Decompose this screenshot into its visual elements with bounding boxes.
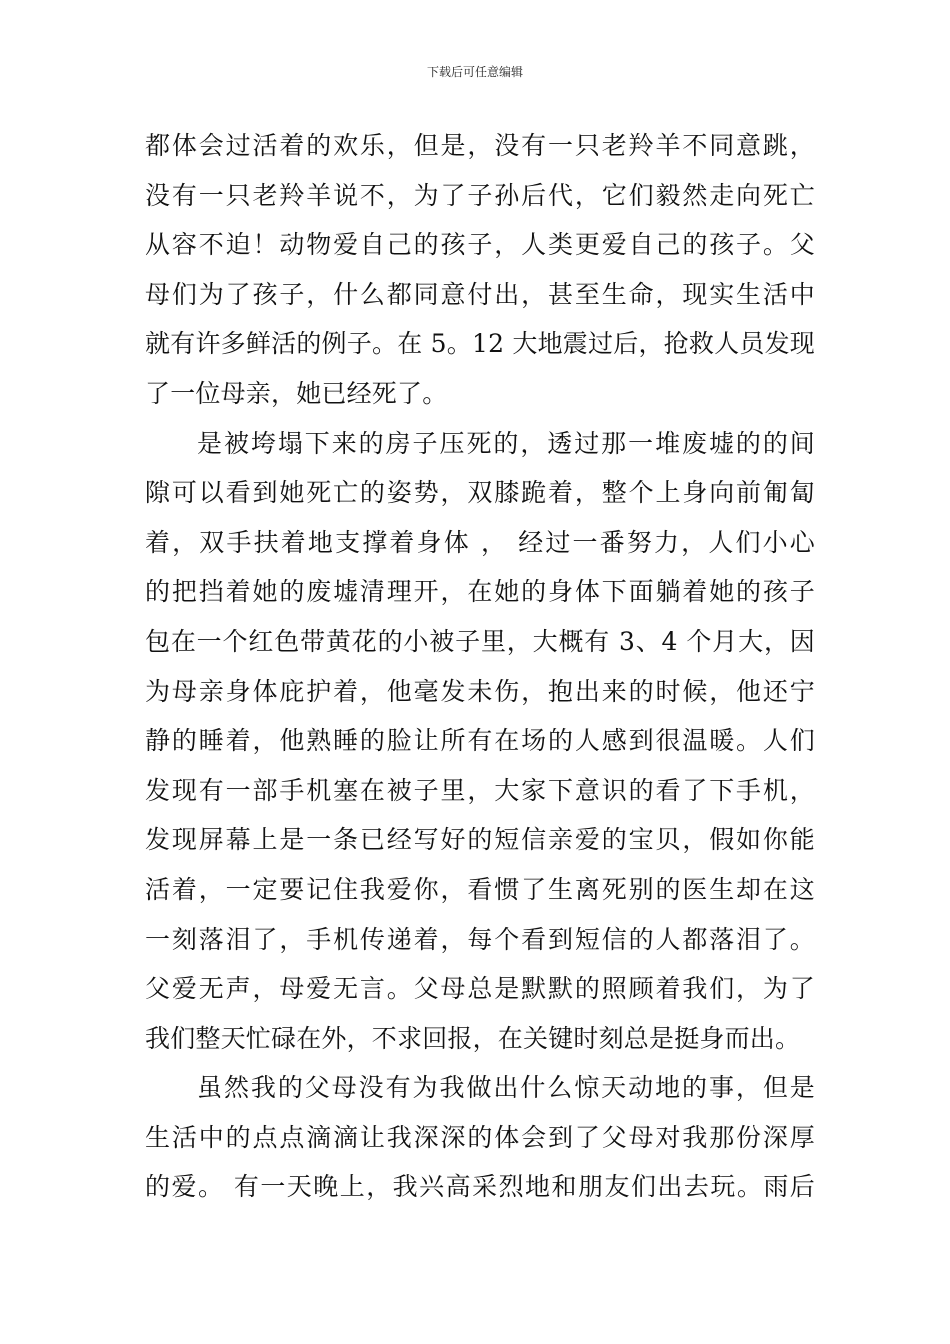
text-line: 的把挡着她的废墟清理开，在她的身体下面躺着她的孩子 [145,577,815,607]
text-line: 了一位母亲，她已经死了。 [145,378,448,408]
body-text [145,121,815,1212]
text-line: 从容不迫！动物爱自己的孩子，人类更爱自己的孩子。父 [145,230,815,260]
text-line: 虽然我的父母没有为我做出什么惊天动地的事，但是 [197,1073,815,1103]
text-line: 父爱无声，母爱无言。父母总是默默的照顾着我们，为了 [145,974,815,1004]
text-line: 母们为了孩子，什么都同意付出，甚至生命，现实生活中 [145,279,815,309]
text-line: 就有许多鲜活的例子。在 5。12 大地震过后，抢救人员发现 [145,329,815,359]
text-line: 我们整天忙碌在外，不求回报，在关键时刻总是挺身而出。 [145,1023,801,1053]
text-line: 为母亲身体庇护着，他毫发未伤，抱出来的时候，他还宁 [145,676,815,706]
text-line: 静的睡着，他熟睡的脸让所有在场的人感到很温暖。人们 [145,726,815,756]
text-line: 隙可以看到她死亡的姿势，双膝跪着，整个上身向前匍匐 [145,478,815,508]
text-line: 活着，一定要记住我爱你，看惯了生离死别的医生却在这 [145,874,815,904]
text-line: 生活中的点点滴滴让我深深的体会到了父母对我那份深厚 [145,1122,815,1152]
text-line: 是被垮塌下来的房子压死的，透过那一堆废墟的的间 [197,428,815,458]
text-line: 发现有一部手机塞在被子里，大家下意识的看了下手机， [145,775,815,805]
text-line: 着，双手扶着地支撑着身体 ， 经过一番努力，人们小心 [145,527,815,557]
text-line: 包在一个红色带黄花的小被子里，大概有 3、4 个月大，因 [145,626,815,656]
text-line: 都体会过活着的欢乐，但是，没有一只老羚羊不同意跳， [145,131,815,160]
text-line: 没有一只老羚羊说不，为了子孙后代，它们毅然走向死亡 [145,180,815,210]
text-line: 的爱。 有一天晚上，我兴高采烈地和朋友们出去玩。雨后 [145,1172,815,1202]
text-line: 一刻落泪了，手机传递着，每个看到短信的人都落泪了。 [145,924,815,954]
text-line: 发现屏幕上是一条已经写好的短信亲爱的宝贝，假如你能 [145,825,815,855]
page-header: 下载后可任意编辑 [426,65,523,79]
